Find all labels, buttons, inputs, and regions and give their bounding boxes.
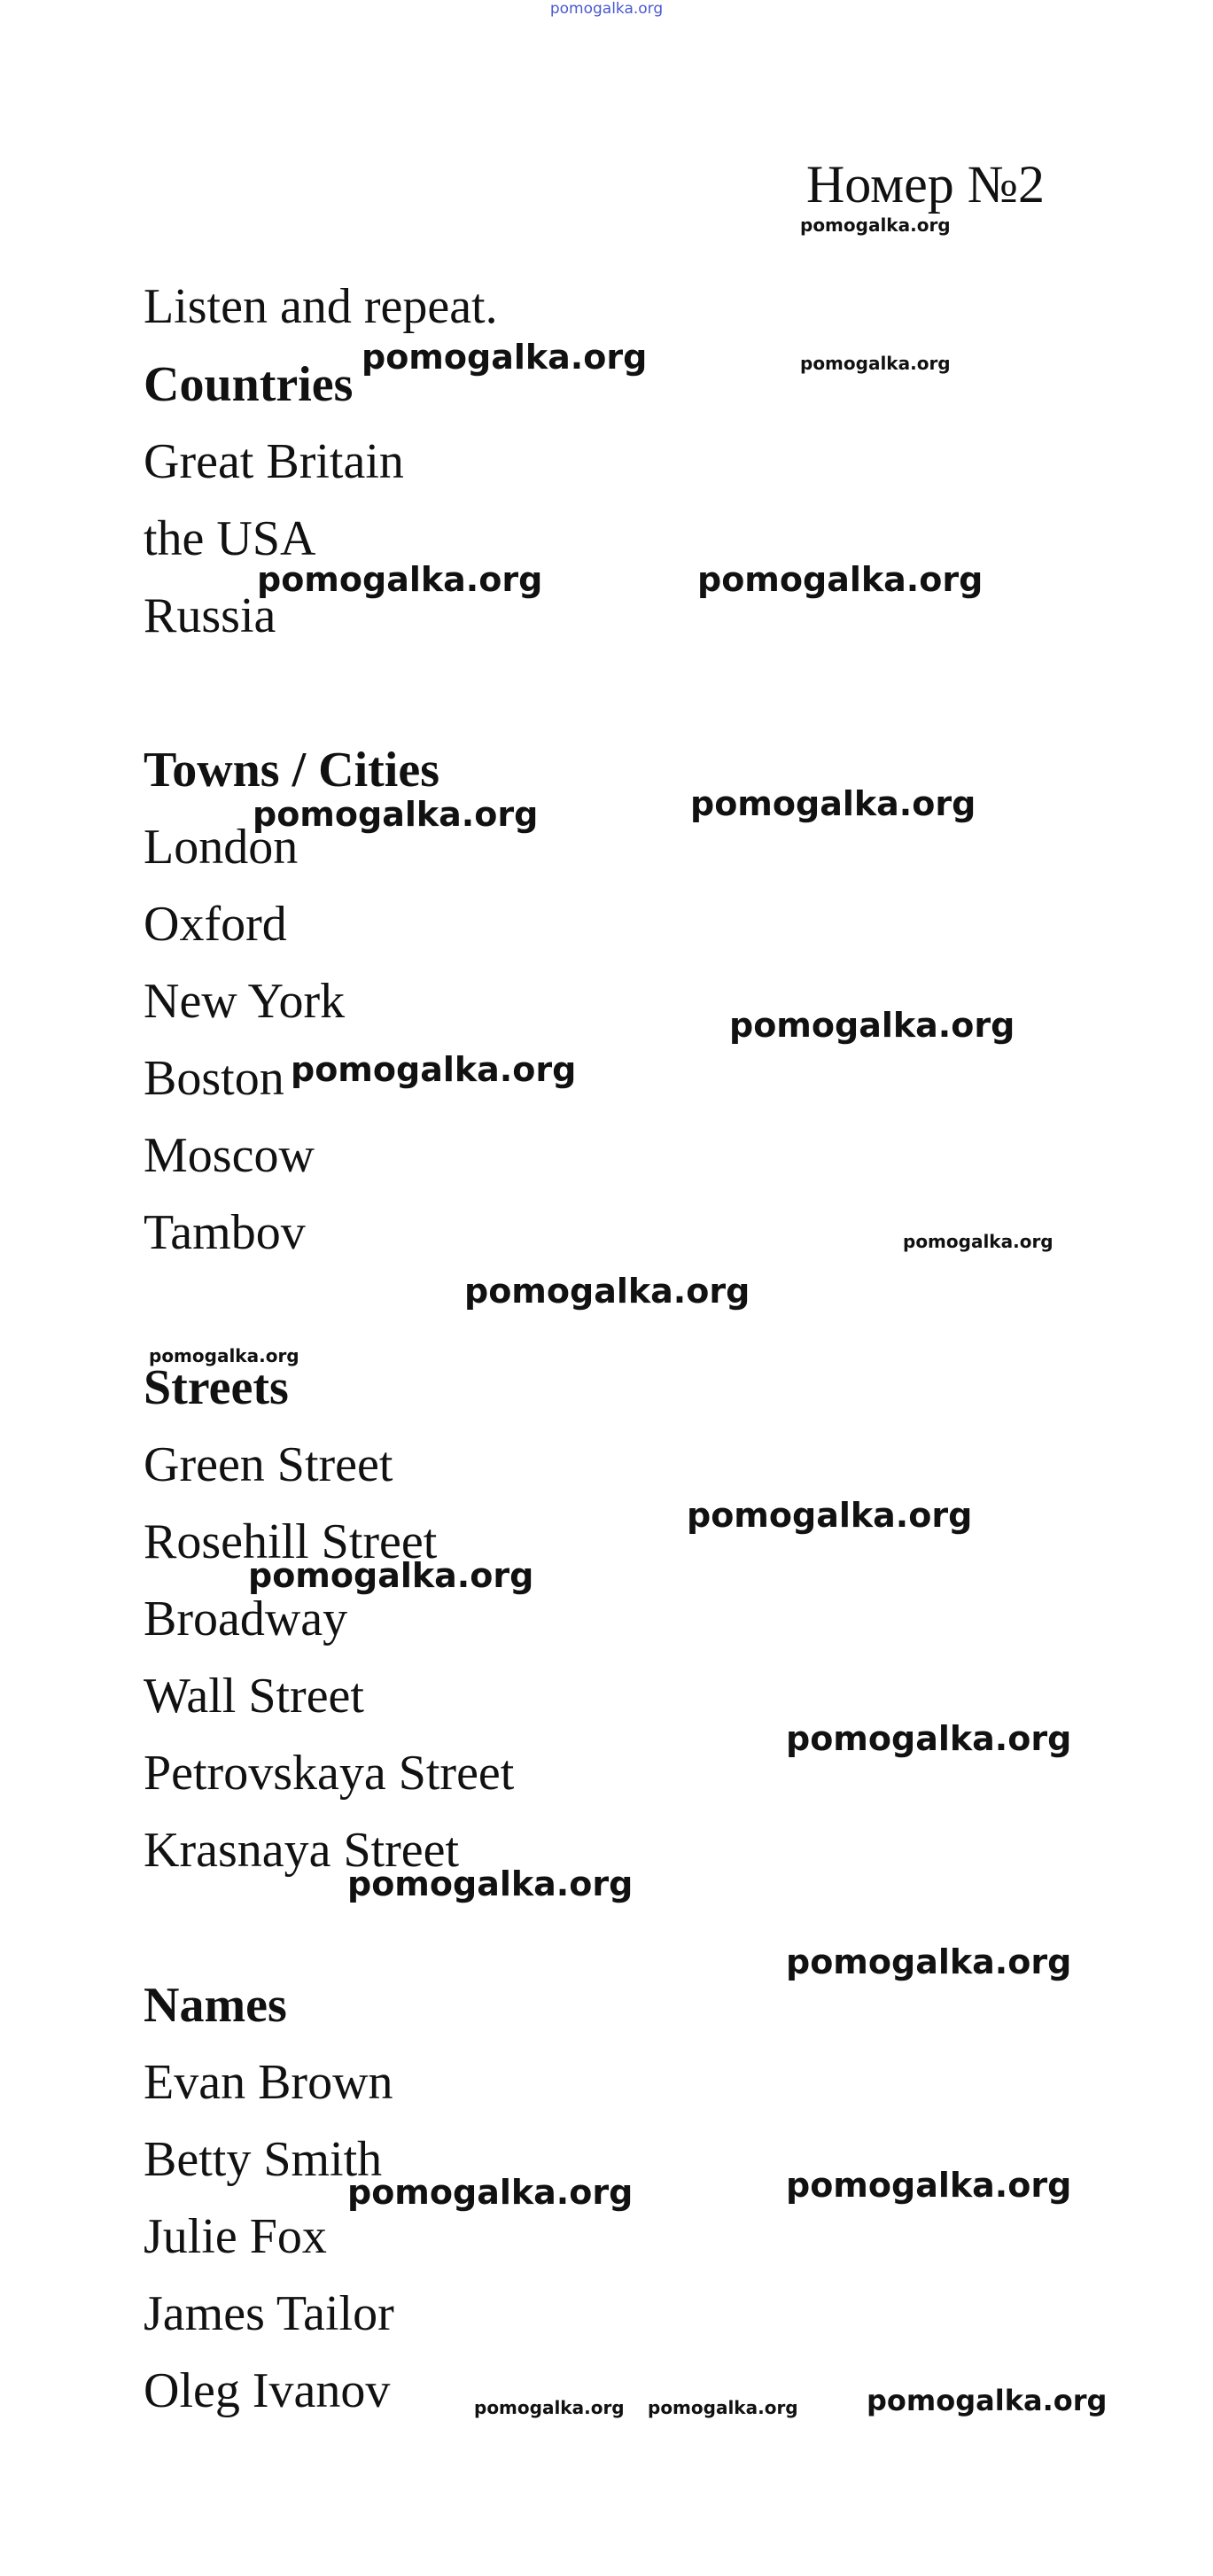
watermark: pomogalka.org	[474, 2397, 625, 2418]
list-item: Wall Street	[144, 1669, 364, 1724]
watermark: pomogalka.org	[786, 1942, 1072, 1981]
watermark: pomogalka.org	[464, 1272, 750, 1311]
watermark: pomogalka.org	[903, 1231, 1054, 1252]
section-title-towns: Towns / Cities	[144, 743, 440, 798]
watermark: pomogalka.org	[687, 1496, 973, 1535]
list-item: Russia	[144, 588, 276, 643]
list-item: Julie Fox	[144, 2209, 327, 2264]
section-title-countries: Countries	[144, 357, 354, 412]
list-item: James Tailor	[144, 2286, 394, 2341]
watermark: pomogalka.org	[690, 784, 976, 823]
watermark: pomogalka.org	[697, 560, 984, 599]
list-item: the USA	[144, 511, 316, 566]
list-item: New York	[144, 974, 346, 1029]
list-item: Krasnaya Street	[144, 1823, 460, 1878]
watermark: pomogalka.org	[648, 2397, 798, 2418]
list-item: London	[144, 820, 299, 875]
watermark: pomogalka.org	[291, 1050, 577, 1089]
top-watermark: pomogalka.org	[549, 0, 664, 18]
list-item: Rosehill Street	[144, 1514, 438, 1569]
watermark: pomogalka.org	[149, 1345, 299, 1366]
watermark: pomogalka.org	[362, 338, 648, 377]
watermark: pomogalka.org	[347, 2173, 634, 2212]
list-item: Evan Brown	[144, 2055, 393, 2110]
watermark: pomogalka.org	[786, 1719, 1072, 1758]
list-item: Betty Smith	[144, 2132, 383, 2187]
list-item: Oleg Ivanov	[144, 2363, 391, 2418]
watermark: pomogalka.org	[800, 353, 951, 374]
list-item: Petrovskaya Street	[144, 1746, 515, 1801]
watermark: pomogalka.org	[253, 795, 539, 834]
watermark: pomogalka.org	[867, 2384, 1108, 2417]
watermark: pomogalka.org	[786, 2166, 1072, 2205]
list-item: Oxford	[144, 897, 287, 952]
section-title-names: Names	[144, 1978, 287, 2033]
list-item: Tambov	[144, 1205, 306, 1260]
watermark: pomogalka.org	[257, 560, 543, 599]
list-item: Great Britain	[144, 434, 404, 489]
list-item: Green Street	[144, 1437, 393, 1492]
list-item: Boston	[144, 1051, 284, 1106]
watermark: pomogalka.org	[248, 1556, 534, 1595]
watermark: pomogalka.org	[729, 1006, 1015, 1045]
page-title: Номер №2	[805, 155, 1045, 214]
list-item: Moscow	[144, 1128, 315, 1183]
watermark: pomogalka.org	[800, 214, 951, 236]
list-item: Broadway	[144, 1592, 348, 1646]
section-title-streets: Streets	[144, 1360, 289, 1415]
watermark: pomogalka.org	[347, 1864, 634, 1903]
instruction-text: Listen and repeat.	[144, 279, 498, 334]
